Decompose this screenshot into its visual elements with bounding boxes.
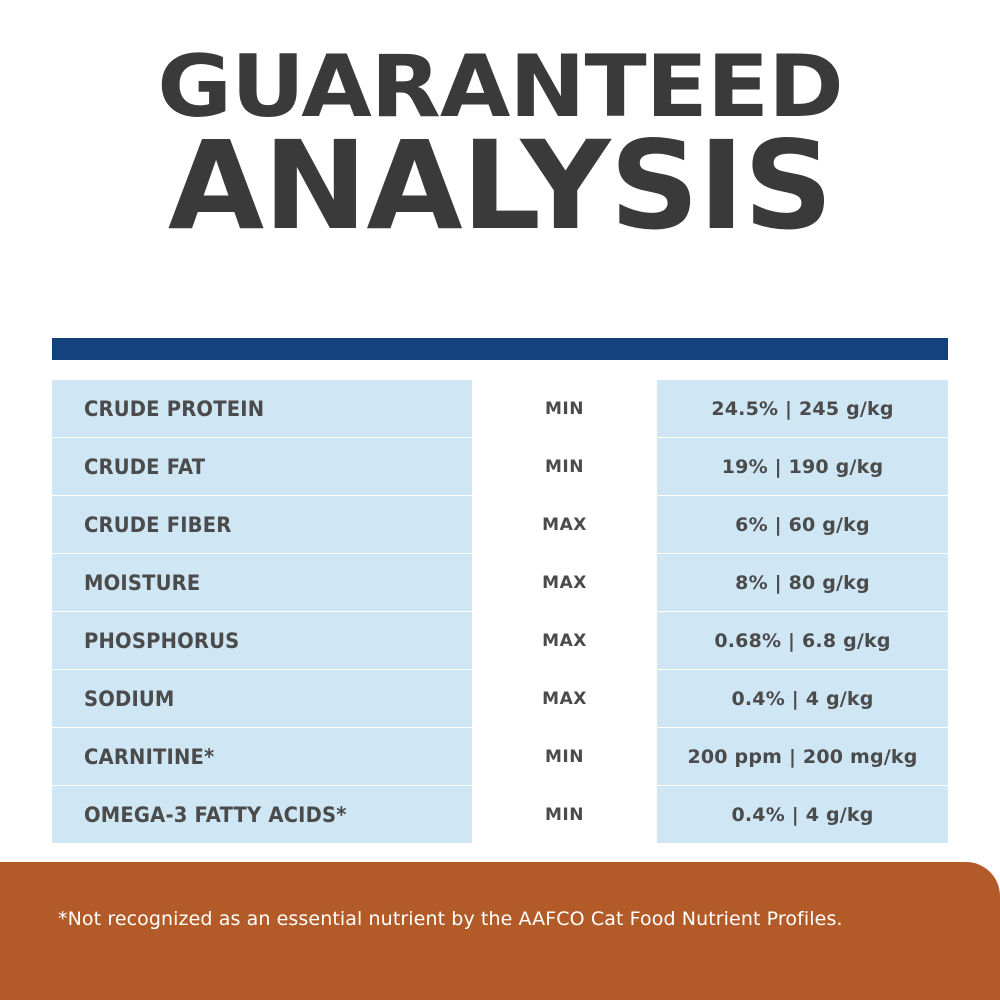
- nutrient-value: 8% | 80 g/kg: [657, 554, 948, 611]
- nutrient-name: [52, 380, 472, 437]
- nutrient-name: [52, 438, 472, 495]
- nutrient-name-text: OMEGA-3 FATTY ACIDS*: [84, 802, 347, 827]
- footer-band: [0, 862, 1000, 1000]
- nutrient-name: [52, 612, 472, 669]
- nutrient-value: 200 ppm | 200 mg/kg: [657, 728, 948, 785]
- table-row: [52, 612, 948, 669]
- page-title-line-1: GUARANTEED: [157, 37, 843, 137]
- nutrient-name: [52, 554, 472, 611]
- nutrient-name: [52, 496, 472, 553]
- nutrient-name: [52, 728, 472, 785]
- nutrient-name: [52, 670, 472, 727]
- nutrient-value: 0.4% | 4 g/kg: [657, 786, 948, 843]
- nutrient-name-text: CRUDE FAT: [84, 454, 206, 479]
- nutrient-name-text: CRUDE PROTEIN: [84, 396, 265, 421]
- footnote-text: *Not recognized as an essential nutrient by the AAFCO Cat Food Nutrient Profiles.: [58, 908, 843, 930]
- page-title: [0, 37, 1000, 257]
- nutrient-qualifier: MAX: [472, 670, 657, 727]
- table-row: [52, 786, 948, 843]
- nutrient-qualifier: MAX: [472, 612, 657, 669]
- nutrient-qualifier: MIN: [472, 380, 657, 437]
- nutrient-qualifier: MIN: [472, 438, 657, 495]
- nutrient-name-text: PHOSPHORUS: [84, 628, 240, 653]
- nutrient-name-text: SODIUM: [84, 686, 175, 711]
- nutrient-qualifier: MIN: [472, 728, 657, 785]
- nutrient-qualifier: MAX: [472, 496, 657, 553]
- nutrient-name-text: CRUDE FIBER: [84, 512, 232, 537]
- table-row: [52, 380, 948, 437]
- table-row: [52, 496, 948, 553]
- nutrient-name-text: MOISTURE: [84, 570, 201, 595]
- nutrient-table: [52, 380, 948, 844]
- nutrient-qualifier: MAX: [472, 554, 657, 611]
- nutrient-value: 0.68% | 6.8 g/kg: [657, 612, 948, 669]
- nutrient-value: 0.4% | 4 g/kg: [657, 670, 948, 727]
- table-row: [52, 728, 948, 785]
- nutrient-value: 6% | 60 g/kg: [657, 496, 948, 553]
- table-row: [52, 438, 948, 495]
- nutrient-name-text: CARNITINE*: [84, 744, 215, 769]
- divider-blue-bar: [52, 338, 948, 360]
- page-title-line-2: ANALYSIS: [167, 114, 833, 257]
- table-row: [52, 670, 948, 727]
- table-row: [52, 554, 948, 611]
- nutrient-name: [52, 786, 472, 843]
- nutrient-value: 24.5% | 245 g/kg: [657, 380, 948, 437]
- nutrient-value: 19% | 190 g/kg: [657, 438, 948, 495]
- nutrient-qualifier: MIN: [472, 786, 657, 843]
